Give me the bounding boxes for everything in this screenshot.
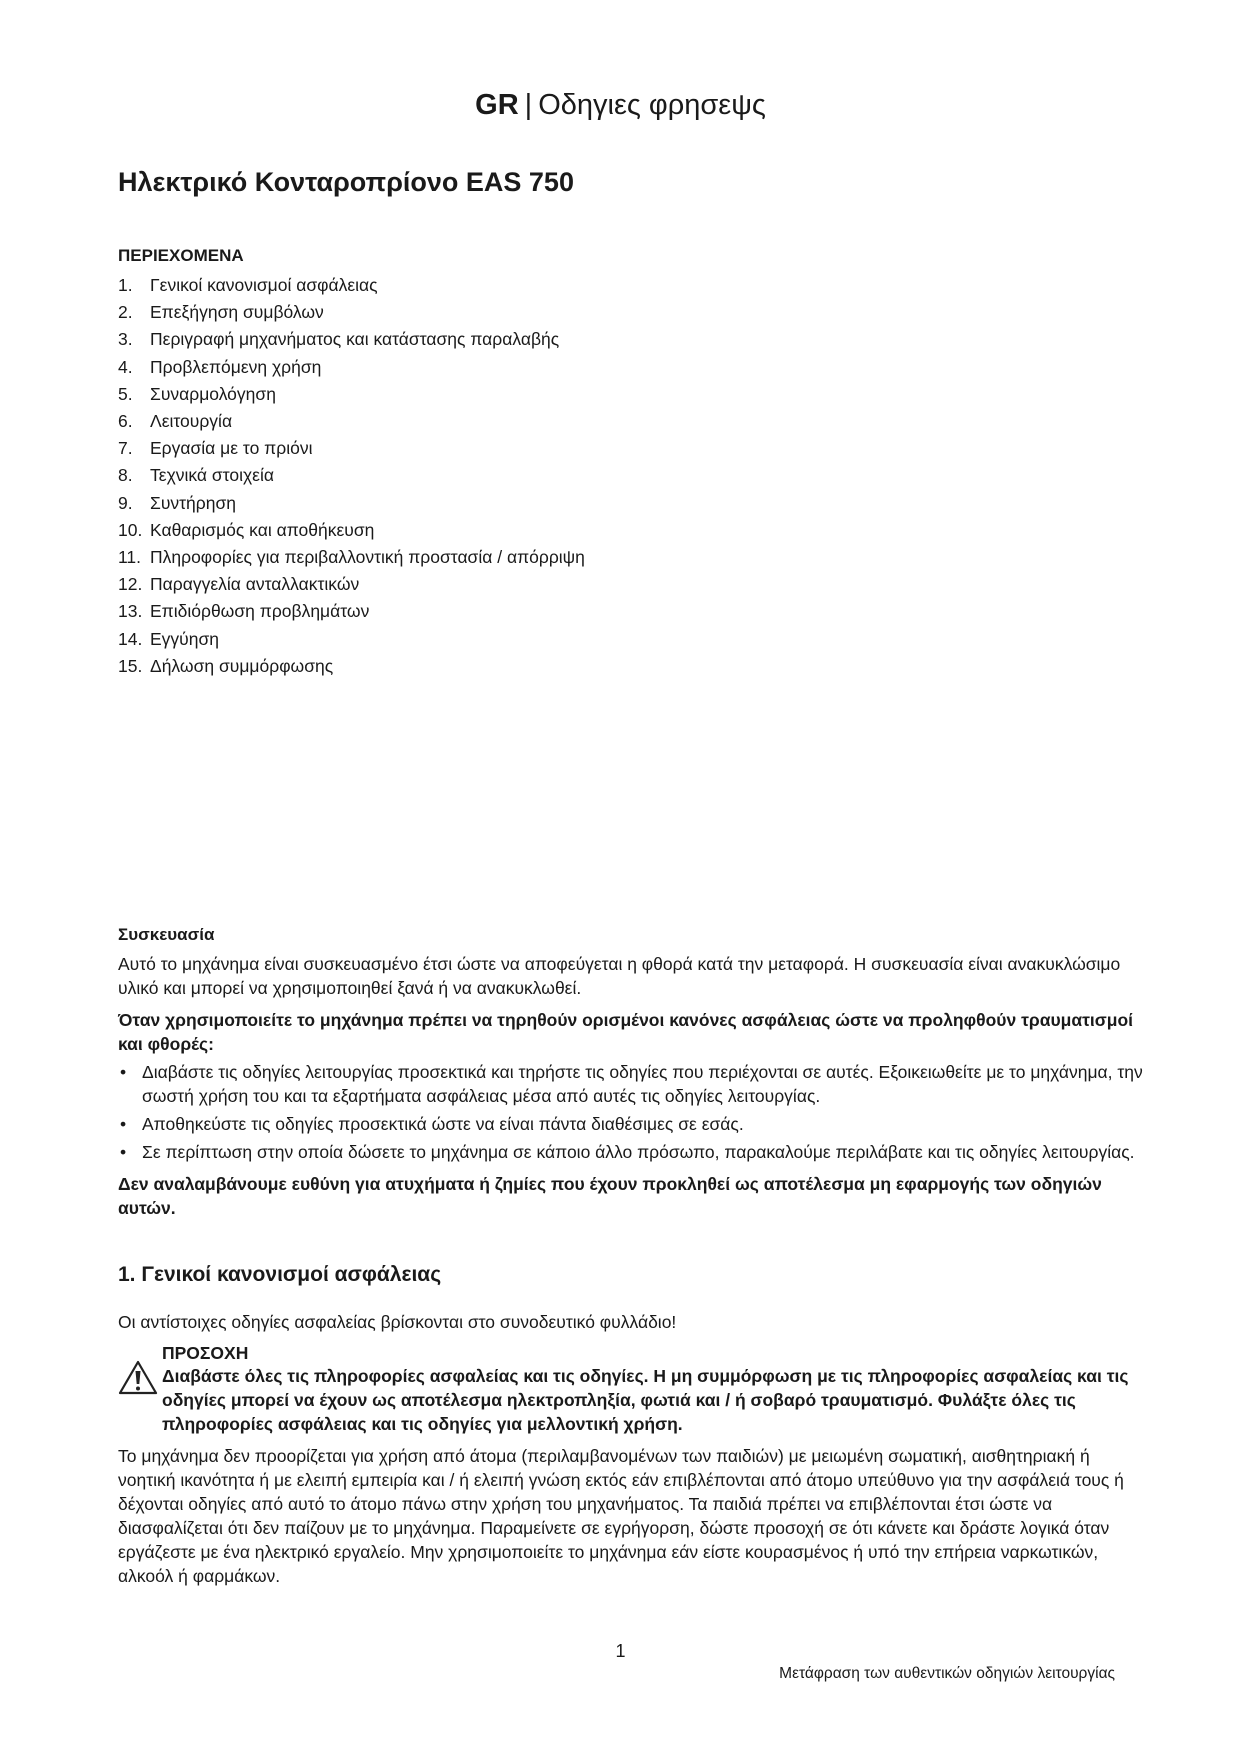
toc-item-number: 5. — [118, 383, 133, 404]
toc-item-number: 7. — [118, 438, 133, 459]
warning-title: ΠΡΟΣΟΧΗ — [162, 1343, 249, 1363]
toc-item-label: Συναρμολόγηση — [150, 383, 276, 404]
toc-item — [118, 272, 585, 299]
toc-item-number: 13. — [118, 601, 143, 622]
safety-body-text: Το μηχάνημα δεν προορίζεται για χρήση από άτομα (περιλαμβανομένων των παιδιών) με μειωμένη σωματική, αισθητηριακή ή νοητική ικανότητα ή με ελειπή εμπειρία και / ή ελειπή γνώση εκτός εάν επιβλέπονται από άτομο υπεύθυνο για την ασφάλειά τους ή δέχονται οδηγίες από αυτό το άτομο πάνω στην χρήση του μηχανήματος. Τα παιδιά πρέπει να επιβλέπονται έτσι ώστε να διασφαλίζεται ότι δεν παίζουν με το μηχάνημα. Παραμείνετε σε εγρήγορση, δώστε προσοχή σε ότι κάνετε και δράστε λογικά όταν εργάζεστε με ένα ηλεκτρικό εργαλείο. Μην χρησιμοποιείτε το μηχάνημα εάν είστε κουρασμένος ή υπό την επήρεια ναρκωτικών, αλκοόλ ή φαρμάκων. — [118, 1446, 1124, 1586]
toc-item-label: Καθαρισμός και αποθήκευση — [150, 519, 375, 540]
toc-item — [118, 299, 585, 326]
toc-item-label: Παραγγελία ανταλλακτικών — [150, 574, 360, 595]
toc-item-label: Λειτουργία — [150, 411, 233, 432]
toc-item-label: Εγγύηση — [150, 628, 220, 649]
bullet-icon: • — [120, 1142, 127, 1162]
toc-item-number: 11. — [118, 547, 142, 568]
toc-item — [118, 598, 585, 625]
toc-item-label: Προβλεπόμενη χρήση — [150, 356, 322, 377]
toc-item-label: Συντήρηση — [150, 492, 237, 513]
header-separator: | — [524, 89, 533, 121]
toc-item — [118, 462, 585, 489]
safety-rules-intro: Όταν χρησιμοποιείτε το μηχάνημα πρέπει να τηρηθούν ορισμένοι κανόνες ασφάλειας ώστε να προληφθούν τραυματισμοί και φθορές: — [118, 1010, 1134, 1054]
toc-item-number: 14. — [118, 628, 143, 649]
document-title: Ηλεκτρικό Κονταροπρίονο EAS 750 — [118, 167, 574, 197]
toc-item — [118, 653, 585, 680]
packaging-heading: Συσκευασία — [118, 925, 215, 944]
toc-item-number: 10. — [118, 519, 143, 540]
bullet-icon: • — [120, 1114, 127, 1134]
page-number: 1 — [615, 1641, 626, 1661]
toc-item — [118, 571, 585, 598]
toc-heading: ΠΕΡΙΕΧΟΜΕΝΑ — [118, 246, 244, 265]
table-of-contents — [118, 272, 585, 680]
toc-item-label: Εργασία με το πριόνι — [150, 438, 313, 459]
packaging-section — [118, 924, 1143, 1224]
toc-item-number: 3. — [118, 329, 133, 350]
toc-item — [118, 435, 585, 462]
warning-text: Διαβάστε όλες τις πληροφορίες ασφαλείας και τις οδηγίες. Η μη συμμόρφωση με τις πληροφορίες ασφαλείας και τις οδηγίες μπορεί να έχουν ως αποτέλεσμα ηλεκτροπληξία, φωτιά και / ή σοβαρό τραυματισμό. Φυλάξτε όλες τις πληροφορίες ασφάλειας και τις οδηγίες για μελλοντική χρήση. — [162, 1366, 1129, 1434]
toc-item — [118, 381, 585, 408]
toc-item-label: Τεχνικά στοιχεία — [150, 465, 274, 486]
toc-item — [118, 490, 585, 517]
toc-item-number: 2. — [118, 302, 133, 323]
toc-item-number: 1. — [118, 275, 133, 295]
toc-item-number: 12. — [118, 574, 143, 595]
warning-triangle-icon — [118, 1360, 158, 1396]
page-header — [0, 88, 1241, 122]
list-item: • Σε περίπτωση στην οποία δώσετε το μηχάνημα σε κάποιο άλλο πρόσωπο, παρακαλούμε περιλάβατε και τις οδηγίες λειτουργίας. — [120, 1142, 1135, 1162]
warning-block — [118, 1342, 1143, 1436]
toc-item — [118, 326, 585, 353]
toc-item-number: 15. — [118, 655, 143, 676]
general-safety-section — [118, 1262, 1143, 1588]
toc-item — [118, 626, 585, 653]
toc-item-label: Περιγραφή μηχανήματος και κατάστασης παραλαβής — [150, 329, 560, 350]
toc-item-number: 8. — [118, 465, 133, 486]
toc-item-label: Γενικοί κανονισμοί ασφάλειας — [150, 275, 378, 295]
bullet-icon: • — [120, 1062, 127, 1082]
list-item: • Αποθηκεύστε τις οδηγίες προσεκτικά ώστε να είναι πάντα διαθέσιμες σε εσάς. — [120, 1114, 744, 1134]
toc-item — [118, 517, 585, 544]
safety-intro: Οι αντίστοιχες οδηγίες ασφαλείας βρίσκονται στο συνοδευτικό φυλλάδιο! — [118, 1312, 677, 1332]
packaging-text: Αυτό το μηχάνημα είναι συσκευασμένο έτσι ώστε να αποφεύγεται η φθορά κατά την μεταφορά. Η συσκευασία είναι ανακυκλώσιμο υλικό και μπορεί να χρησιμοποιηθεί ξανά ή να ανακυκλωθεί. — [118, 954, 1121, 998]
list-item: • Διαβάστε τις οδηγίες λειτουργίας προσεκτικά και τηρήστε τις οδηγίες που περιέχονται σε αυτές. Εξοικειωθείτε με το μηχάνημα, την σωστή χρήση του και τα εξαρτήματα ασφάλειας μέσα από αυτές τις οδηγίες λειτουργίας. — [120, 1062, 1143, 1106]
language-code: GR — [475, 89, 519, 121]
instruction-bullets — [118, 1060, 1143, 1164]
toc-item-number: 6. — [118, 411, 133, 432]
toc-item-number: 4. — [118, 356, 133, 377]
toc-item-label: Επεξήγηση συμβόλων — [150, 302, 324, 323]
section-heading: 1. Γενικοί κανονισμοί ασφάλειας — [118, 1263, 442, 1286]
header-title: Οδηγιες φρησεψς — [538, 89, 766, 121]
liability-disclaimer: Δεν αναλαμβάνουμε ευθύνη για ατυχήματα ή ζημίες που έχουν προκληθεί ως αποτέλεσμα μη εφαρμογής των οδηγιών αυτών. — [118, 1174, 1102, 1218]
toc-item-label: Δήλωση συμμόρφωσης — [150, 655, 334, 676]
toc-item-label: Επιδιόρθωση προβλημάτων — [150, 601, 370, 622]
toc-item — [118, 544, 585, 571]
toc-item — [118, 354, 585, 381]
toc-item — [118, 408, 585, 435]
toc-item-label: Πληροφορίες για περιβαλλοντική προστασία / απόρριψη — [150, 547, 585, 568]
toc-item-number: 9. — [118, 492, 133, 513]
footer-note: Μετάφραση των αυθεντικών οδηγιών λειτουργίας — [779, 1665, 1115, 1682]
